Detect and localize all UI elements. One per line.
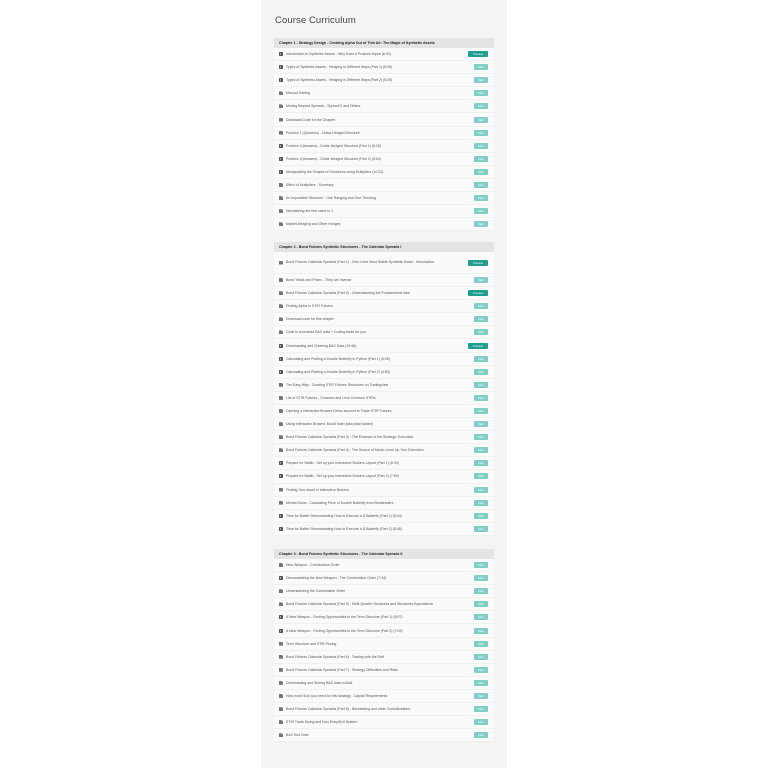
lecture-item[interactable] bbox=[274, 624, 494, 637]
lecture-label[interactable]: Types of Synthetic Assets - Hedging in Different Ways (Part 2) (5:26) bbox=[286, 78, 393, 83]
lecture-label[interactable]: Types of Synthetic Assets - Hedging in Different Ways (Part 1) (8:06) bbox=[286, 65, 393, 70]
lecture-label[interactable]: BAX End Note bbox=[286, 733, 309, 738]
lecture-label[interactable]: New Weapon - Combination Order bbox=[286, 563, 340, 568]
lecture-label[interactable]: Finding Alpha in STIR Futures bbox=[286, 304, 333, 309]
lecture-item[interactable] bbox=[274, 418, 494, 431]
document-icon bbox=[279, 131, 283, 135]
lecture-label[interactable]: List of STIR Futures - Common and Less Common STIRs bbox=[286, 395, 376, 400]
lecture-label[interactable]: Term Structure and STIR Pricing bbox=[286, 641, 337, 646]
lecture-item[interactable] bbox=[274, 729, 494, 742]
document-icon bbox=[279, 488, 283, 492]
document-icon bbox=[279, 602, 283, 606]
lecture-item[interactable] bbox=[274, 523, 494, 536]
document-icon bbox=[279, 733, 283, 737]
lecture-label[interactable]: Mental Sums - Calculating Price of Double Butterfly from Booktraders bbox=[286, 500, 394, 505]
document-icon bbox=[279, 448, 283, 452]
lecture-label[interactable]: Effect of Multipliers - Summary bbox=[286, 182, 334, 187]
lecture-item[interactable] bbox=[274, 127, 494, 140]
lecture-item[interactable] bbox=[274, 431, 494, 444]
lecture-label[interactable]: Prepare for Battle - Set up your Interactive Brokers Layout (Part 2) (7:59) bbox=[286, 474, 399, 479]
lecture-label[interactable]: Normalizing the first value to 1 bbox=[286, 209, 334, 214]
document-icon bbox=[279, 681, 283, 685]
lecture-item[interactable] bbox=[274, 366, 494, 379]
start-button[interactable]: Start bbox=[474, 195, 488, 201]
lecture-item[interactable] bbox=[274, 326, 494, 339]
lecture-item[interactable] bbox=[274, 61, 494, 74]
document-icon bbox=[279, 330, 283, 334]
document-icon bbox=[279, 409, 283, 413]
lecture-label[interactable]: Prepare for Battle - Set up your Interactive Brokers Layout (Part 1) (6:39) bbox=[286, 461, 399, 466]
document-icon bbox=[279, 183, 283, 187]
document-icon bbox=[279, 118, 283, 122]
lecture-label[interactable]: Downloading and Storing BAX data in Bulk bbox=[286, 680, 353, 685]
preview-button[interactable]: Preview bbox=[468, 290, 488, 296]
start-button[interactable]: Start bbox=[474, 562, 488, 568]
start-button[interactable]: Start bbox=[474, 473, 488, 479]
document-icon bbox=[279, 383, 283, 387]
chapter-section bbox=[274, 549, 494, 742]
lecture-item[interactable] bbox=[274, 585, 494, 598]
lecture-item[interactable] bbox=[274, 218, 494, 231]
lecture-label[interactable]: Manipulating the Shapes of Structures using Multipliers (10:22) bbox=[286, 169, 384, 174]
start-button[interactable]: Start bbox=[474, 706, 488, 712]
lecture-item[interactable] bbox=[274, 113, 494, 126]
document-icon bbox=[279, 304, 283, 308]
lecture-label[interactable]: Practice 1(Answers) - Dollar-Hedged Structure (Part 1) (6:18) bbox=[286, 143, 381, 148]
lecture-item[interactable] bbox=[274, 405, 494, 418]
lecture-label[interactable]: Introduction to Synthetic Assets - Why Does It Produce Alpha (6:30) bbox=[286, 52, 391, 57]
lecture-label[interactable]: A New Weapon - Finding Opportunities in the Term Structure (Part 2) (7:05) bbox=[286, 628, 403, 633]
document-icon bbox=[279, 720, 283, 724]
lecture-label[interactable]: Practice 1(Answers) - Dollar-Hedged Structure (Part 2) (8:04) bbox=[286, 156, 381, 161]
start-button[interactable]: Start bbox=[474, 316, 488, 322]
preview-button[interactable]: Preview bbox=[468, 343, 488, 349]
video-icon bbox=[279, 527, 283, 531]
start-button[interactable]: Start bbox=[474, 169, 488, 175]
start-button[interactable]: Start bbox=[474, 614, 488, 620]
lecture-label[interactable]: Bond Futures Calendar Spreads (Part 2) - Understanding the Fundamental Idea bbox=[286, 291, 410, 296]
lecture-label[interactable]: Bond Yields and Prices - They are Inverse bbox=[286, 278, 352, 283]
start-button[interactable]: Start bbox=[474, 654, 488, 660]
lecture-item[interactable] bbox=[274, 48, 494, 61]
lecture-item[interactable] bbox=[274, 470, 494, 483]
lecture-item[interactable] bbox=[274, 572, 494, 585]
lecture-item[interactable] bbox=[274, 611, 494, 624]
document-icon bbox=[279, 694, 283, 698]
lecture-label[interactable]: Using Interactive Brokers' BookTrader (aka price ladder) bbox=[286, 422, 374, 427]
lecture-label[interactable]: Bond Futures Calendar Spreads (Part 7) - Strategy Difficulties and Risks bbox=[286, 667, 399, 672]
start-button[interactable]: Start bbox=[474, 221, 488, 227]
video-icon bbox=[279, 344, 283, 348]
video-icon bbox=[279, 144, 283, 148]
lecture-label[interactable]: Moving Beyond Spreads - Spread^2 and Others bbox=[286, 104, 361, 109]
document-icon bbox=[279, 396, 283, 400]
lecture-label[interactable]: Download Code for the Chapter bbox=[286, 117, 336, 122]
video-icon bbox=[279, 461, 283, 465]
lecture-label[interactable]: Time for Battle! Demonstrating How to Execute a D.Butterfly (Part 1) (8:44) bbox=[286, 513, 402, 518]
start-button[interactable]: Start bbox=[474, 447, 488, 453]
video-icon bbox=[279, 65, 283, 69]
lecture-label[interactable]: Bond Futures Calendar Spreads (Part 8) - Backtesting and other Considerations bbox=[286, 707, 411, 712]
start-button[interactable]: Start bbox=[474, 500, 488, 506]
document-icon bbox=[279, 317, 283, 321]
lecture-item[interactable] bbox=[274, 457, 494, 470]
start-button[interactable]: Start bbox=[474, 732, 488, 738]
start-button[interactable]: Start bbox=[474, 601, 488, 607]
chapter-section bbox=[274, 38, 494, 231]
lecture-item[interactable] bbox=[274, 287, 494, 300]
lecture-item[interactable] bbox=[274, 484, 494, 497]
start-button[interactable]: Start bbox=[474, 526, 488, 532]
start-button[interactable]: Start bbox=[474, 680, 488, 686]
start-button[interactable]: Start bbox=[474, 143, 488, 149]
lecture-item[interactable] bbox=[274, 140, 494, 153]
start-button[interactable]: Start bbox=[474, 693, 488, 699]
start-button[interactable]: Start bbox=[474, 667, 488, 673]
preview-button[interactable]: Preview bbox=[468, 260, 488, 266]
start-button[interactable]: Start bbox=[474, 369, 488, 375]
lecture-label[interactable]: How much $ do you need for this strategy - Capital Requirements bbox=[286, 693, 388, 698]
video-icon bbox=[279, 629, 283, 633]
lecture-item[interactable] bbox=[274, 510, 494, 523]
lecture-item[interactable] bbox=[274, 716, 494, 729]
lecture-item[interactable] bbox=[274, 444, 494, 457]
lecture-item[interactable] bbox=[274, 87, 494, 100]
start-button[interactable]: Start bbox=[474, 182, 488, 188]
lecture-label[interactable]: A New Weapon - Finding Opportunities in the Term Structure (Part 1) (5:07) bbox=[286, 615, 403, 620]
start-button[interactable]: Start bbox=[474, 434, 488, 440]
start-button[interactable]: Start bbox=[474, 130, 488, 136]
document-icon bbox=[279, 589, 283, 593]
start-button[interactable]: Start bbox=[474, 719, 488, 725]
lecture-label[interactable]: Bond Futures Calendar Spreads (Part 6) - Trading with the Drift bbox=[286, 654, 385, 659]
preview-button[interactable]: Preview bbox=[468, 51, 488, 57]
start-button[interactable]: Start bbox=[474, 77, 488, 83]
curriculum-panel bbox=[261, 0, 507, 768]
lecture-label[interactable]: STIR Trade Sizing and Non-Entry/Exit System bbox=[286, 720, 358, 725]
document-icon bbox=[279, 668, 283, 672]
document-icon bbox=[279, 642, 283, 646]
page-title: Course Curriculum bbox=[275, 15, 356, 26]
document-icon bbox=[279, 91, 283, 95]
start-button[interactable]: Start bbox=[474, 460, 488, 466]
start-button[interactable]: Start bbox=[474, 156, 488, 162]
video-icon bbox=[279, 615, 283, 619]
start-button[interactable]: Start bbox=[474, 408, 488, 414]
lecture-label[interactable]: Manual Trading bbox=[286, 91, 311, 96]
document-icon bbox=[279, 196, 283, 200]
lecture-item[interactable] bbox=[274, 205, 494, 218]
video-icon bbox=[279, 370, 283, 374]
lecture-label[interactable]: Bond Futures Calendar Spreads (Part 4) - The Source of Alpha: Level Up Your Execution bbox=[286, 448, 424, 453]
lecture-label[interactable]: Time for Battle! Demonstrating How to Execute a D.Butterfly (Part 2) (8:48) bbox=[286, 526, 402, 531]
document-icon bbox=[279, 563, 283, 567]
lecture-label[interactable]: Calculating and Plotting a Double Butterfly in Python (Part 1) (5:05) bbox=[286, 356, 390, 361]
lecture-item[interactable] bbox=[274, 392, 494, 405]
lecture-label[interactable]: Opening a Interactive Brokers Demo account to Trade STIR Futures bbox=[286, 408, 392, 413]
start-button[interactable]: Start bbox=[474, 329, 488, 335]
start-button[interactable]: Start bbox=[474, 64, 488, 70]
video-icon bbox=[279, 170, 283, 174]
lecture-label[interactable]: Downloading and Cleaning BAX Data (10:46) bbox=[286, 343, 357, 348]
lecture-item[interactable] bbox=[274, 598, 494, 611]
video-icon bbox=[279, 357, 283, 361]
lecture-item[interactable] bbox=[274, 651, 494, 664]
start-button[interactable]: Start bbox=[474, 641, 488, 647]
video-icon bbox=[279, 514, 283, 518]
start-button[interactable]: Start bbox=[474, 90, 488, 96]
lecture-label[interactable]: Understanding the Combination Order bbox=[286, 589, 346, 594]
chapter-title: Chapter 3 - Bond Futures Synthetic Structures - The Calendar Spreads II bbox=[274, 549, 494, 559]
start-button[interactable]: Start bbox=[474, 421, 488, 427]
lecture-label[interactable]: Bond Futures Calendar Spreads (Part 1) - One of the Most Stable Synthetic Asset - Introduction bbox=[286, 260, 435, 264]
lecture-label[interactable]: Download code for this chapter bbox=[286, 317, 335, 322]
document-icon bbox=[279, 422, 283, 426]
lecture-label[interactable]: Calculating and Plotting a Double Butterfly in Python (Part 2) (4:53) bbox=[286, 369, 390, 374]
start-button[interactable]: Start bbox=[474, 588, 488, 594]
lecture-item[interactable] bbox=[274, 703, 494, 716]
lecture-item[interactable] bbox=[274, 100, 494, 113]
document-icon bbox=[279, 501, 283, 505]
video-icon bbox=[279, 157, 283, 161]
start-button[interactable]: Start bbox=[474, 356, 488, 362]
lecture-item[interactable] bbox=[274, 153, 494, 166]
document-icon bbox=[279, 209, 283, 213]
lecture-item[interactable] bbox=[274, 192, 494, 205]
start-button[interactable]: Start bbox=[474, 277, 488, 283]
lecture-item[interactable] bbox=[274, 497, 494, 510]
lecture-item[interactable] bbox=[274, 379, 494, 392]
lecture-label[interactable]: Bond Futures Calendar Spreads (Part 5) - Multi-Quarter Structures and Structures Equivalence bbox=[286, 602, 434, 607]
document-icon bbox=[279, 104, 283, 108]
lecture-item[interactable] bbox=[274, 339, 494, 352]
lecture-label[interactable]: Bond Futures Calendar Spreads (Part 3) - The Essence of the Strategy: Execution bbox=[286, 435, 414, 440]
lecture-item[interactable] bbox=[274, 353, 494, 366]
lecture-item[interactable] bbox=[274, 274, 494, 287]
lecture-label[interactable]: Practice 1 (Question) - Dollar-Hedged Structure bbox=[286, 130, 360, 135]
lecture-item[interactable] bbox=[274, 179, 494, 192]
lecture-label[interactable]: Market-Hedging and Other Hedges bbox=[286, 222, 341, 227]
document-icon bbox=[279, 278, 283, 282]
document-icon bbox=[279, 261, 283, 265]
start-button[interactable]: Start bbox=[474, 575, 488, 581]
lecture-label[interactable]: The Easy Way - Charting STIR Futures Structures on Tradingview bbox=[286, 382, 389, 387]
chapter-title: Chapter 2 - Bond Futures Synthetic Structures - The Calendar Spreads I bbox=[274, 242, 494, 252]
lecture-item[interactable] bbox=[274, 166, 494, 179]
lecture-label[interactable]: Code to download BAX data + Coding tasks for you bbox=[286, 330, 366, 335]
start-button[interactable]: Start bbox=[474, 117, 488, 123]
lecture-label[interactable]: Finding Your Asset in Interactive Brokers bbox=[286, 487, 349, 492]
start-button[interactable]: Start bbox=[474, 487, 488, 493]
document-icon bbox=[279, 707, 283, 711]
lecture-item[interactable] bbox=[274, 252, 494, 274]
lecture-item[interactable] bbox=[274, 313, 494, 326]
lecture-label[interactable]: An Impossible Structure - One Ranging and One Trending bbox=[286, 196, 376, 201]
lecture-item[interactable] bbox=[274, 690, 494, 703]
lecture-item[interactable] bbox=[274, 664, 494, 677]
document-icon bbox=[279, 435, 283, 439]
document-icon bbox=[279, 291, 283, 295]
start-button[interactable]: Start bbox=[474, 395, 488, 401]
document-icon bbox=[279, 655, 283, 659]
lecture-item[interactable] bbox=[274, 677, 494, 690]
start-button[interactable]: Start bbox=[474, 513, 488, 519]
video-icon bbox=[279, 576, 283, 580]
start-button[interactable]: Start bbox=[474, 208, 488, 214]
chapter-section bbox=[274, 242, 494, 536]
lecture-label[interactable]: Demonstrating the New Weapon - The Combination Order (7:34) bbox=[286, 576, 387, 581]
video-icon bbox=[279, 474, 283, 478]
chapter-title: Chapter 1 - Strategy Design - Creating Alpha Out of Thin Air: The Magic of Synthetic Assets bbox=[274, 38, 494, 48]
lecture-item[interactable] bbox=[274, 300, 494, 313]
document-icon bbox=[279, 222, 283, 226]
start-button[interactable]: Start bbox=[474, 628, 488, 634]
start-button[interactable]: Start bbox=[474, 103, 488, 109]
lecture-item[interactable] bbox=[274, 638, 494, 651]
start-button[interactable]: Start bbox=[474, 303, 488, 309]
video-icon bbox=[279, 78, 283, 82]
video-icon bbox=[279, 52, 283, 56]
lecture-item[interactable] bbox=[274, 559, 494, 572]
lecture-item[interactable] bbox=[274, 74, 494, 87]
start-button[interactable]: Start bbox=[474, 382, 488, 388]
